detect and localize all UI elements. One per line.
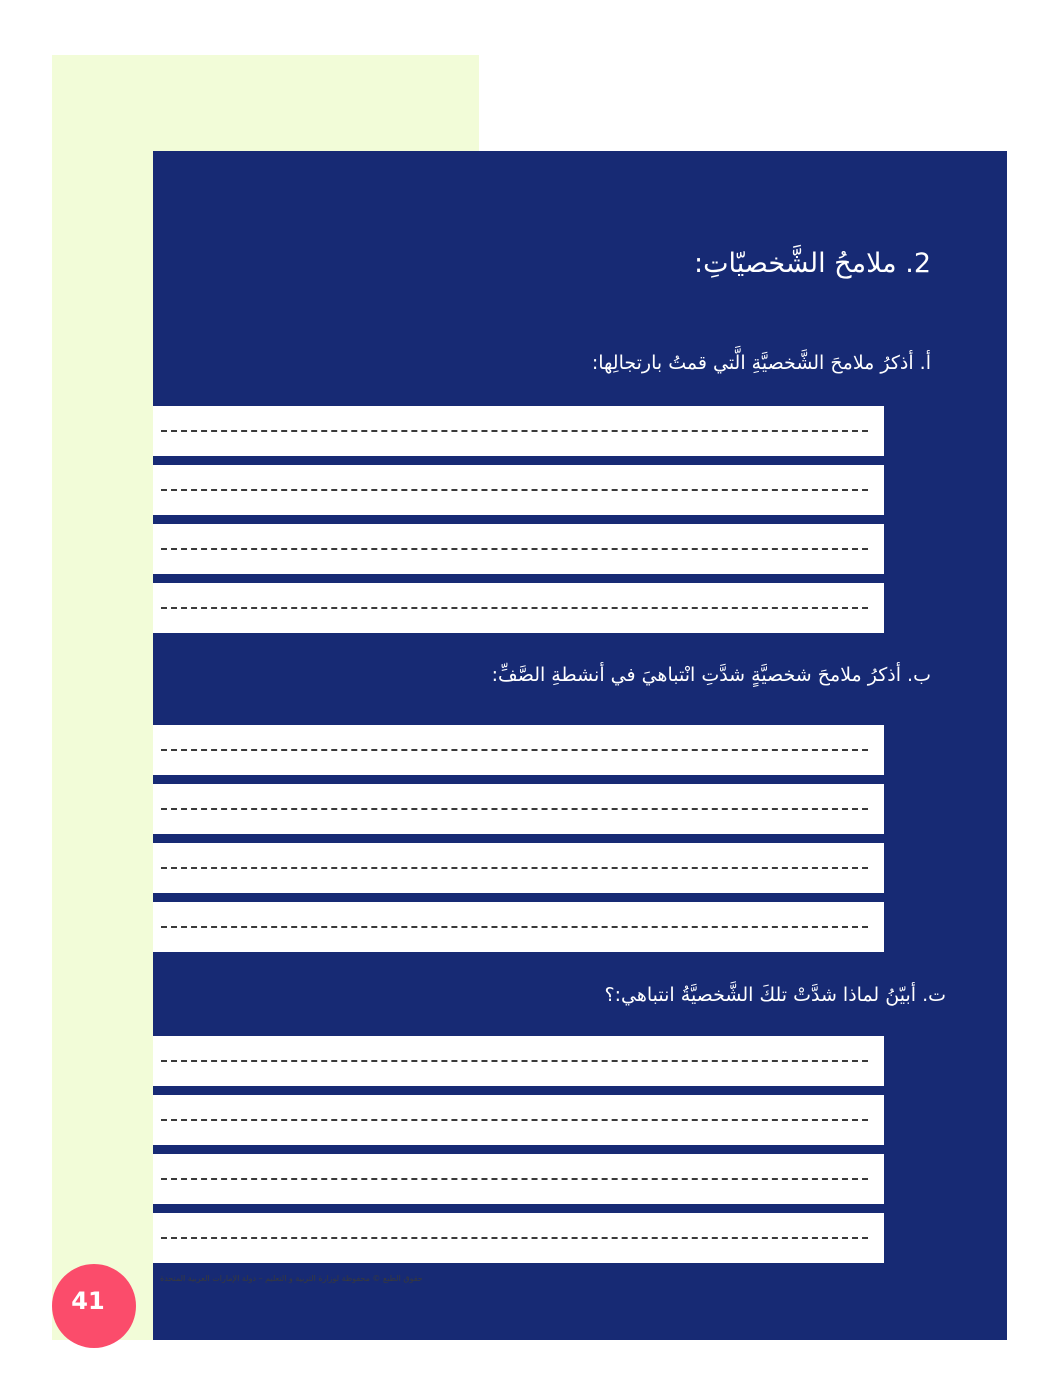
answer-line[interactable] xyxy=(153,1213,884,1263)
copyright-notice: حقوق الطبع © محفوظة لوزارة التربية و التعليم – دولة الإمارات العربية المتحدة xyxy=(160,1274,423,1283)
answer-line[interactable] xyxy=(153,784,884,834)
answer-line[interactable] xyxy=(153,465,884,515)
section-title: 2. ملامحُ الشَّخصيّاتِ: xyxy=(694,248,931,279)
answer-line[interactable] xyxy=(153,524,884,574)
answer-line[interactable] xyxy=(153,1095,884,1145)
answer-line[interactable] xyxy=(153,1036,884,1086)
question-c: ت. أبيّنُ لماذا شدَّتْ تلكَ الشَّخصيَّةُ انتباهي:؟ xyxy=(604,984,946,1006)
answer-line[interactable] xyxy=(153,843,884,893)
answer-line[interactable] xyxy=(153,583,884,633)
answer-line[interactable] xyxy=(153,725,884,775)
page-number: 41 xyxy=(71,1287,105,1315)
answer-line[interactable] xyxy=(153,406,884,456)
answer-line[interactable] xyxy=(153,1154,884,1204)
question-a: أ. أذكرُ ملامحَ الشَّخصيَّةِ الَّتي قمتُ بارتجالِها: xyxy=(591,352,931,374)
answer-line[interactable] xyxy=(153,902,884,952)
question-b: ب. أذكرُ ملامحَ شخصيَّةٍ شدَّتِ انْتباهيَ في أنشطةِ الصَّفِّ: xyxy=(491,664,931,686)
